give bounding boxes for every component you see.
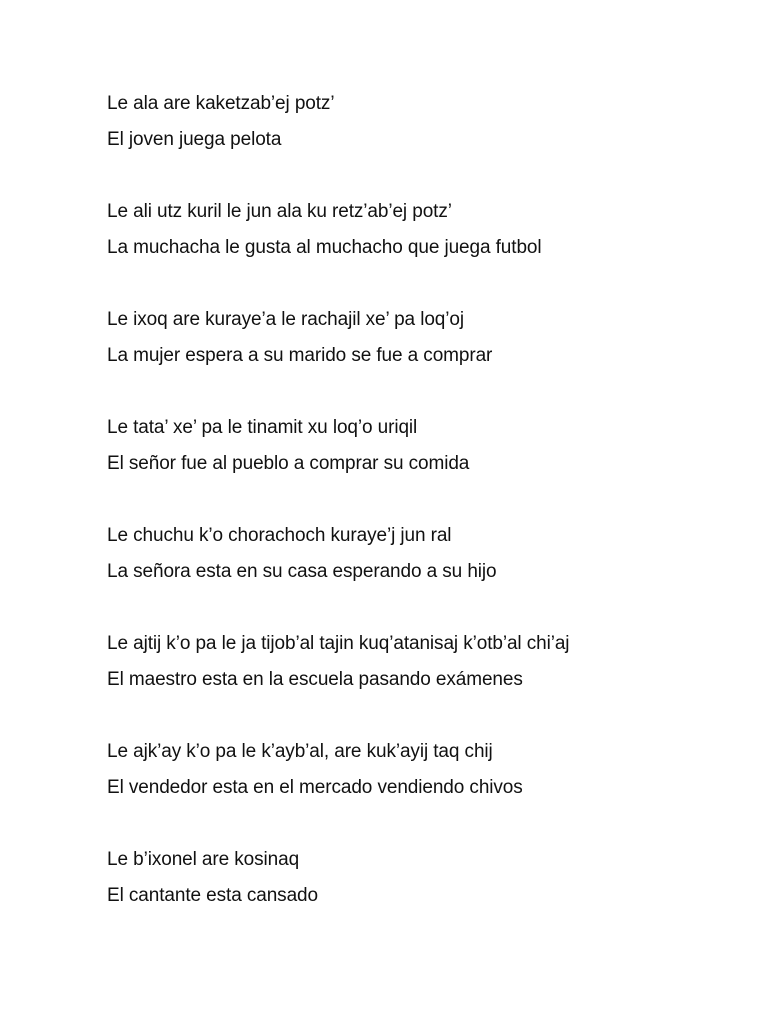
kiche-sentence: Le chuchu k’o chorachoch kuraye’j jun ral — [107, 525, 452, 546]
spanish-translation: El maestro esta en la escuela pasando exámenes — [107, 669, 523, 690]
sentence-pair — [107, 302, 747, 374]
sentence-pair — [107, 518, 747, 590]
spanish-translation: La muchacha le gusta al muchacho que juega futbol — [107, 237, 542, 258]
kiche-sentence: Le tata’ xe’ pa le tinamit xu loq’o uriqil — [107, 417, 418, 438]
spanish-translation: El joven juega pelota — [107, 129, 282, 150]
sentence-pair — [107, 410, 747, 482]
sentence-pair — [107, 734, 747, 806]
sentence-pair — [107, 194, 747, 266]
kiche-sentence: Le ajk’ay k’o pa le k’ayb’al, are kuk’ayij taq chij — [107, 741, 493, 762]
sentence-pair — [107, 842, 747, 914]
sentence-pair — [107, 86, 747, 158]
kiche-sentence: Le ajtij k’o pa le ja tijob’al tajin kuq’atanisaj k’otb’al chi’aj — [107, 633, 570, 654]
kiche-sentence: Le ali utz kuril le jun ala ku retz’ab’ej potz’ — [107, 201, 452, 222]
kiche-sentence: Le b’ixonel are kosinaq — [107, 849, 300, 870]
spanish-translation: El cantante esta cansado — [107, 885, 318, 906]
kiche-sentence: Le ala are kaketzab’ej potz’ — [107, 93, 335, 114]
sentence-pair — [107, 626, 747, 698]
spanish-translation: La señora esta en su casa esperando a su hijo — [107, 561, 497, 582]
spanish-translation: El señor fue al pueblo a comprar su comida — [107, 453, 470, 474]
spanish-translation: La mujer espera a su marido se fue a comprar — [107, 345, 493, 366]
spanish-translation: El vendedor esta en el mercado vendiendo chivos — [107, 777, 523, 798]
kiche-sentence: Le ixoq are kuraye’a le rachajil xe’ pa loq’oj — [107, 309, 464, 330]
